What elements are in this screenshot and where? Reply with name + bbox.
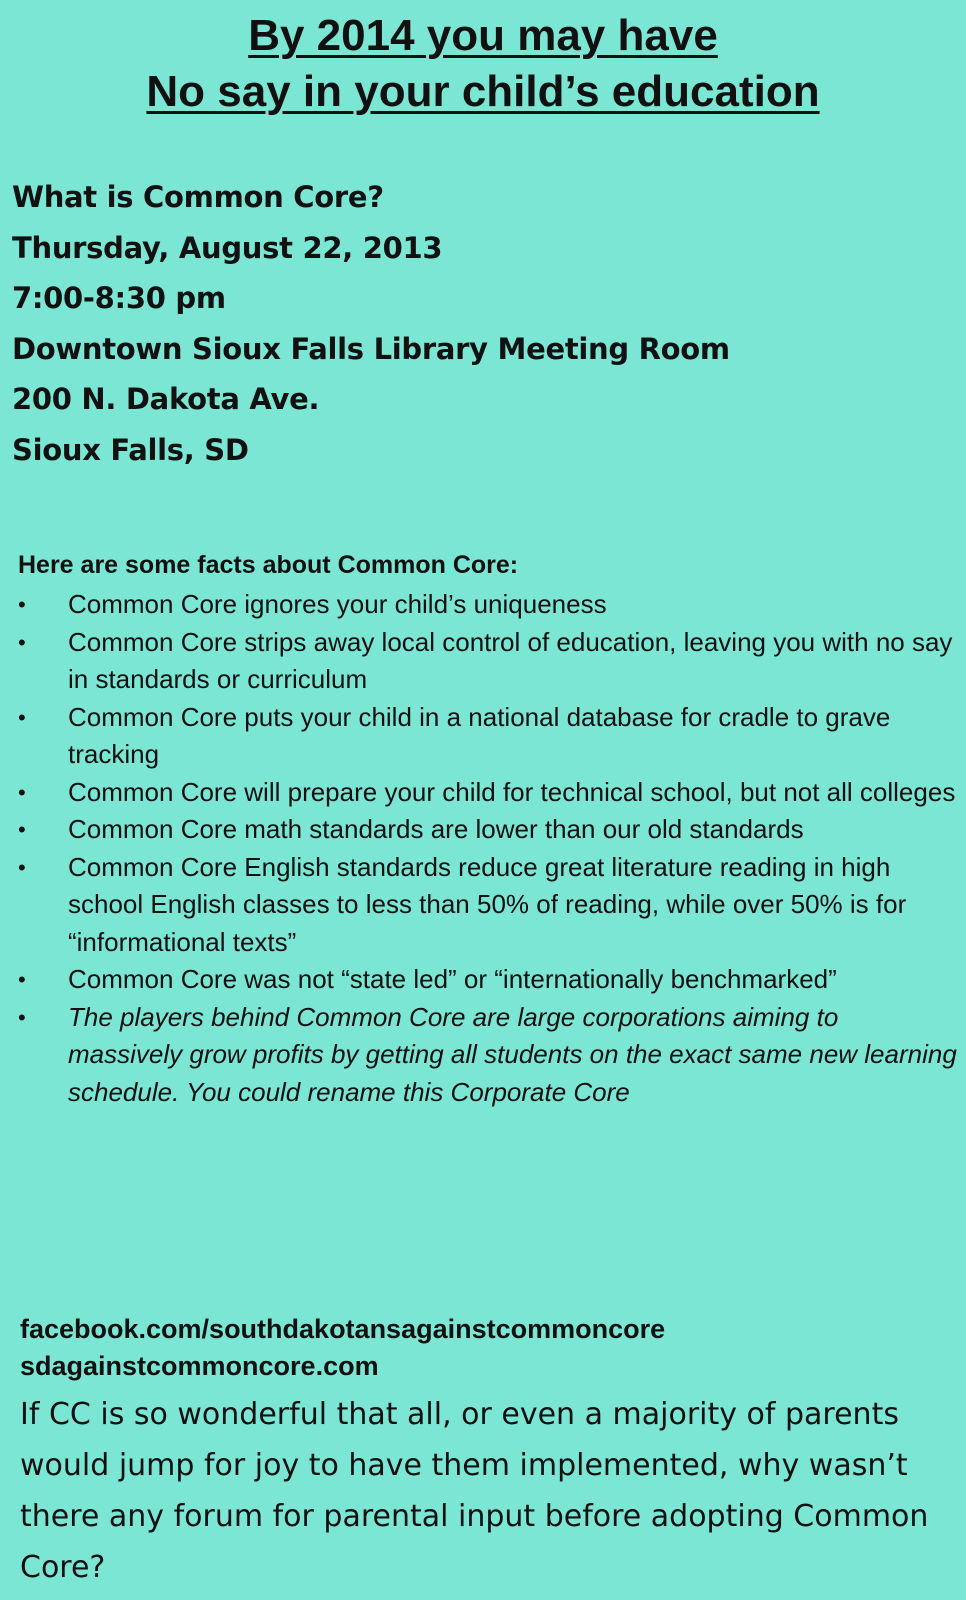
event-street: 200 N. Dakota Ave. xyxy=(12,382,320,416)
bullet-icon: • xyxy=(18,817,26,842)
fact-item xyxy=(18,624,958,699)
event-city: Sioux Falls, SD xyxy=(12,432,249,467)
fact-item xyxy=(18,699,958,774)
headline xyxy=(0,0,966,120)
fact-text: Common Core will prepare your child for technical school, but not all colleges xyxy=(68,776,956,807)
fact-text: Common Core was not “state led” or “internationally benchmarked” xyxy=(68,964,837,994)
fact-item xyxy=(18,774,958,812)
event-date: Thursday, August 22, 2013 xyxy=(12,230,443,265)
website-link: sdagainstcommoncore.com xyxy=(20,1351,379,1381)
facts-list xyxy=(18,586,958,1111)
bullet-icon: • xyxy=(18,779,26,805)
headline-line-2: No say in your child’s education xyxy=(146,67,820,116)
fact-text: Common Core ignores your child’s uniqueness xyxy=(68,589,607,619)
bullet-icon: • xyxy=(18,592,26,617)
event-details xyxy=(12,172,730,475)
fact-item xyxy=(18,999,958,1112)
headline-line-1: By 2014 you may have xyxy=(248,11,718,60)
closing-question: If CC is so wonderful that all, or even a majority of parents would jump for joy to have them implemented, why wasn’t there any forum for parental input before adopting Common Core? xyxy=(20,1397,929,1585)
fact-text: The players behind Common Core are large corporations aiming to massively grow profits by getting all students on the exact same new learning schedule. You could rename this Corporate Core xyxy=(68,1001,957,1107)
footer xyxy=(20,1311,950,1593)
bullet-icon: • xyxy=(18,854,26,880)
fact-item xyxy=(18,961,958,999)
bullet-icon: • xyxy=(18,1004,26,1030)
event-question: What is Common Core? xyxy=(12,180,384,214)
bullet-icon: • xyxy=(18,629,26,655)
event-time: 7:00-8:30 pm xyxy=(12,281,226,315)
facebook-link: facebook.com/southdakotansagainstcommoncore xyxy=(20,1314,666,1344)
fact-text: Common Core math standards are lower than our old standards xyxy=(68,814,804,844)
fact-text: Common Core strips away local control of education, leaving you with no say in standards or curriculum xyxy=(68,626,953,694)
fact-item xyxy=(18,811,958,849)
fact-text: Common Core puts your child in a national database for cradle to grave tracking xyxy=(68,701,891,769)
facts-heading: Here are some facts about Common Core: xyxy=(18,551,519,579)
fact-item xyxy=(18,586,958,624)
bullet-icon: • xyxy=(18,704,26,730)
event-venue: Downtown Sioux Falls Library Meeting Room xyxy=(12,331,730,366)
fact-item xyxy=(18,849,958,962)
bullet-icon: • xyxy=(18,967,26,992)
fact-text: Common Core English standards reduce great literature reading in high school English classes to less than 50% of reading, while over 50% is for “informational texts” xyxy=(68,851,907,957)
